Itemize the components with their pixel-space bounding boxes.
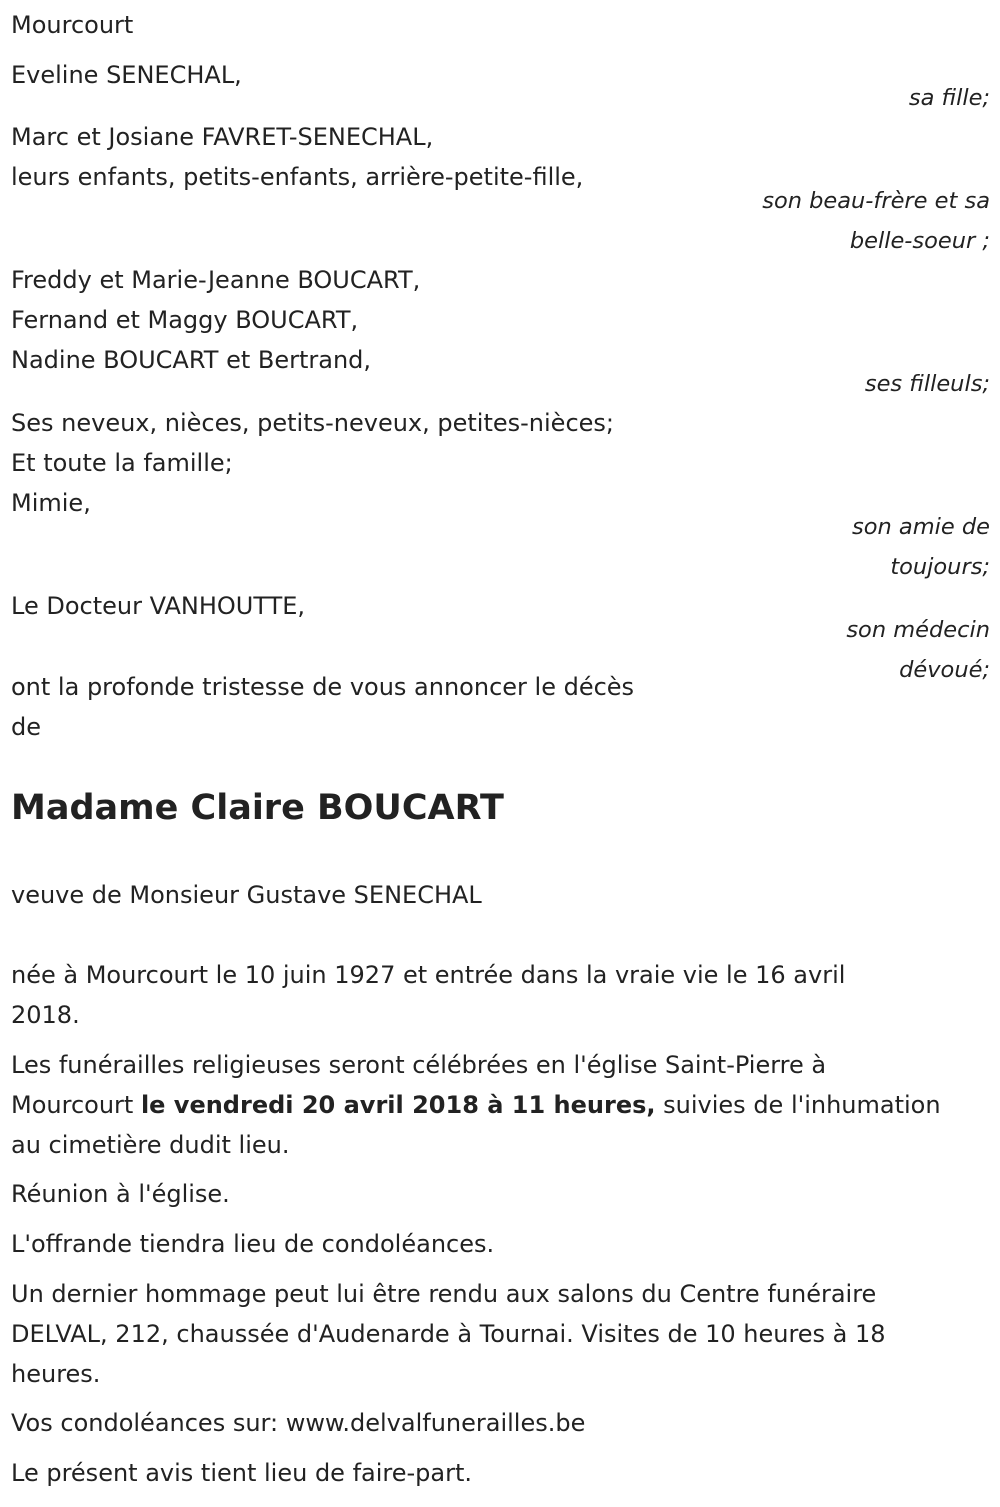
role-beau-frere-line-2: belle-soeur ; (849, 228, 990, 254)
family-neveux: Ses neveux, nièces, petits-neveux, petites-nièces; (11, 409, 614, 437)
place-text: Mourcourt (11, 11, 134, 39)
offrande-text: L'offrande tiendra lieu de condoléances. (11, 1230, 495, 1258)
obituary-notice (11, 0, 990, 1507)
family-member-freddy: Freddy et Marie-Jeanne BOUCART, (11, 266, 421, 294)
funeral-date-time: le vendredi 20 avril 2018 à 11 heures, (140, 1091, 656, 1119)
family-member-nadine: Nadine BOUCART et Bertrand, (11, 346, 372, 374)
family-member-leurs-enfants: leurs enfants, petits-enfants, arrière-petite-fille, (11, 163, 584, 191)
deceased-name: Madame Claire BOUCART (11, 788, 504, 828)
widow-of-text: veuve de Monsieur Gustave SENECHAL (11, 881, 482, 909)
hommage-line-3: heures. (11, 1360, 101, 1388)
role-fille: sa fille; (908, 85, 990, 111)
family-member-marc: Marc et Josiane FAVRET-SENECHAL, (11, 123, 434, 151)
funeral-line-2 (11, 1085, 941, 1125)
funeral-line-2-end: suivies de l'inhumation (655, 1091, 941, 1119)
role-filleuls: ses filleuls; (864, 371, 990, 397)
family-member-fernand: Fernand et Maggy BOUCART, (11, 306, 359, 334)
hommage-line-1: Un dernier hommage peut lui être rendu aux salons du Centre funéraire (11, 1280, 877, 1308)
family-member-eveline: Eveline SENECHAL, (11, 61, 242, 89)
family-member-mimie: Mimie, (11, 489, 91, 517)
funeral-line-2-start: Mourcourt (11, 1091, 141, 1119)
birth-death-line-1: née à Mourcourt le 10 juin 1927 et entrée dans la vraie vie le 16 avril (11, 961, 846, 989)
role-amie-line-2: toujours; (890, 554, 990, 580)
announcement-line-2: de (11, 713, 41, 741)
role-medecin-line-1: son médecin (846, 617, 990, 643)
reunion-text: Réunion à l'église. (11, 1180, 230, 1208)
funeral-line-1: Les funérailles religieuses seront célébrées en l'église Saint-Pierre à (11, 1051, 827, 1079)
condoleances-text: Vos condoléances sur: www.delvalfunerailles.be (11, 1409, 586, 1437)
family-toute-la-famille: Et toute la famille; (11, 449, 233, 477)
faire-part-text: Le présent avis tient lieu de faire-part. (11, 1459, 473, 1487)
role-medecin-line-2: dévoué; (899, 657, 990, 683)
hommage-line-2: DELVAL, 212, chaussée d'Audenarde à Tournai. Visites de 10 heures à 18 (11, 1320, 886, 1348)
role-amie-line-1: son amie de (852, 514, 990, 540)
family-member-docteur: Le Docteur VANHOUTTE, (11, 592, 306, 620)
funeral-line-3: au cimetière dudit lieu. (11, 1131, 290, 1159)
announcement-line-1: ont la profonde tristesse de vous annoncer le décès (11, 673, 635, 701)
role-beau-frere-line-1: son beau-frère et sa (762, 188, 990, 214)
birth-death-line-2: 2018. (11, 1001, 80, 1029)
